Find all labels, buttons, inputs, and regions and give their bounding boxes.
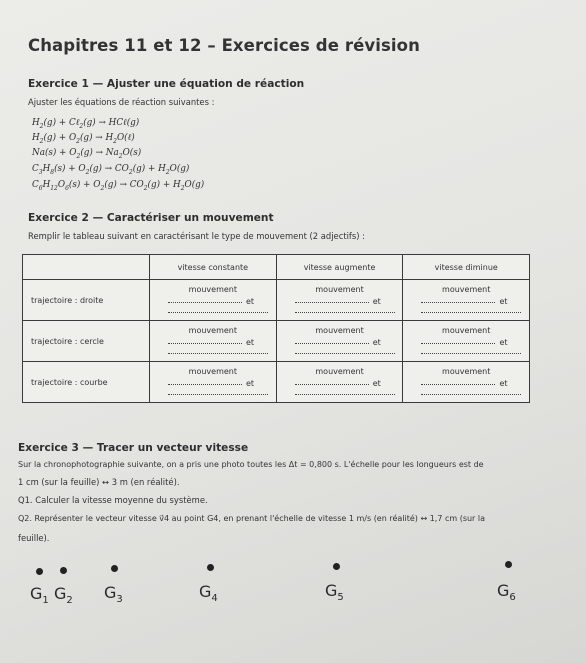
point-g6 [505,561,512,568]
exercise-1-heading: Exercice 1 — Ajuster une équation de réaction [28,78,305,90]
point-g4 [207,564,214,571]
exercise-2-instruction: Remplir le tableau suivant en caractérisant le type de mouvement (2 adjectifs) : [28,231,365,241]
label-g3: $G_3$ [104,583,123,606]
question-1: Q1. Calculer la vitesse moyenne du système. [18,495,208,505]
exercise-3-line2: 1 cm (sur la feuille) ↔ 3 m (en réalité). [18,477,180,487]
answer-cell[interactable]: mouvement et [403,280,530,321]
page-title: Chapitres 11 et 12 – Exercices de révision [28,36,420,55]
answer-cell[interactable]: mouvement et [149,280,276,321]
point-g3 [111,565,118,572]
answer-cell[interactable]: mouvement et [149,362,276,403]
label-g6: $G_6$ [497,581,516,604]
row-header: trajectoire : droite [23,280,150,321]
table-corner [23,255,150,280]
answer-cell[interactable]: mouvement et [276,280,403,321]
equation-4: $C_3H_8(s) + O_2(g) \to CO_2(g) + H_2O(g)$ [32,164,190,176]
exercise-2-heading: Exercice 2 — Caractériser un mouvement [28,212,274,224]
question-2-end: feuille). [18,533,50,543]
answer-cell[interactable]: mouvement et [149,321,276,362]
exercise-3-line1: Sur la chronophotographie suivante, on a pris une photo toutes les Δt = 0,800 s. L'échelle pour les longueurs est de [18,460,484,469]
point-g1 [36,568,43,575]
point-g2 [60,567,67,574]
answer-cell[interactable]: mouvement et [403,321,530,362]
equation-1: $H_2(g)$ + Cℓ$_2$(g) → HCℓ(g) [32,118,140,130]
answer-cell[interactable]: mouvement et [403,362,530,403]
answer-cell[interactable]: mouvement et [276,362,403,403]
col-header: vitesse augmente [276,255,403,280]
row-header: trajectoire : cercle [23,321,150,362]
label-g1: $G_1$ [30,584,49,607]
equation-3: $Na(s) + O_2(g) \to Na_2O(s)$ [32,148,142,160]
exercise-3-heading: Exercice 3 — Tracer un vecteur vitesse [18,442,249,454]
col-header: vitesse constante [149,255,276,280]
answer-cell[interactable]: mouvement et [276,321,403,362]
label-g4: $G_4$ [199,582,218,605]
label-g5: $G_5$ [325,581,344,604]
movement-table [22,254,530,403]
row-header: trajectoire : courbe [23,362,150,403]
equation-2: $H_2(g) + O_2(g)$ → $H_2O(\ell)$ [32,133,135,145]
equation-5: $C_6H_{12}O_6(s) + O_2(g) \to CO_2(g) + H_2O(g)$ [32,180,205,192]
exercise-1-instruction: Ajuster les équations de réaction suivantes : [28,97,215,107]
point-g5 [333,563,340,570]
question-2: Q2. Représenter le vecteur vitesse v⃗4 au point G4, en prenant l'échelle de vitesse 1 m/s (en réalité) ↔ 1,7 cm (sur la [18,514,486,523]
label-g2: $G_2$ [54,584,73,607]
col-header: vitesse diminue [403,255,530,280]
